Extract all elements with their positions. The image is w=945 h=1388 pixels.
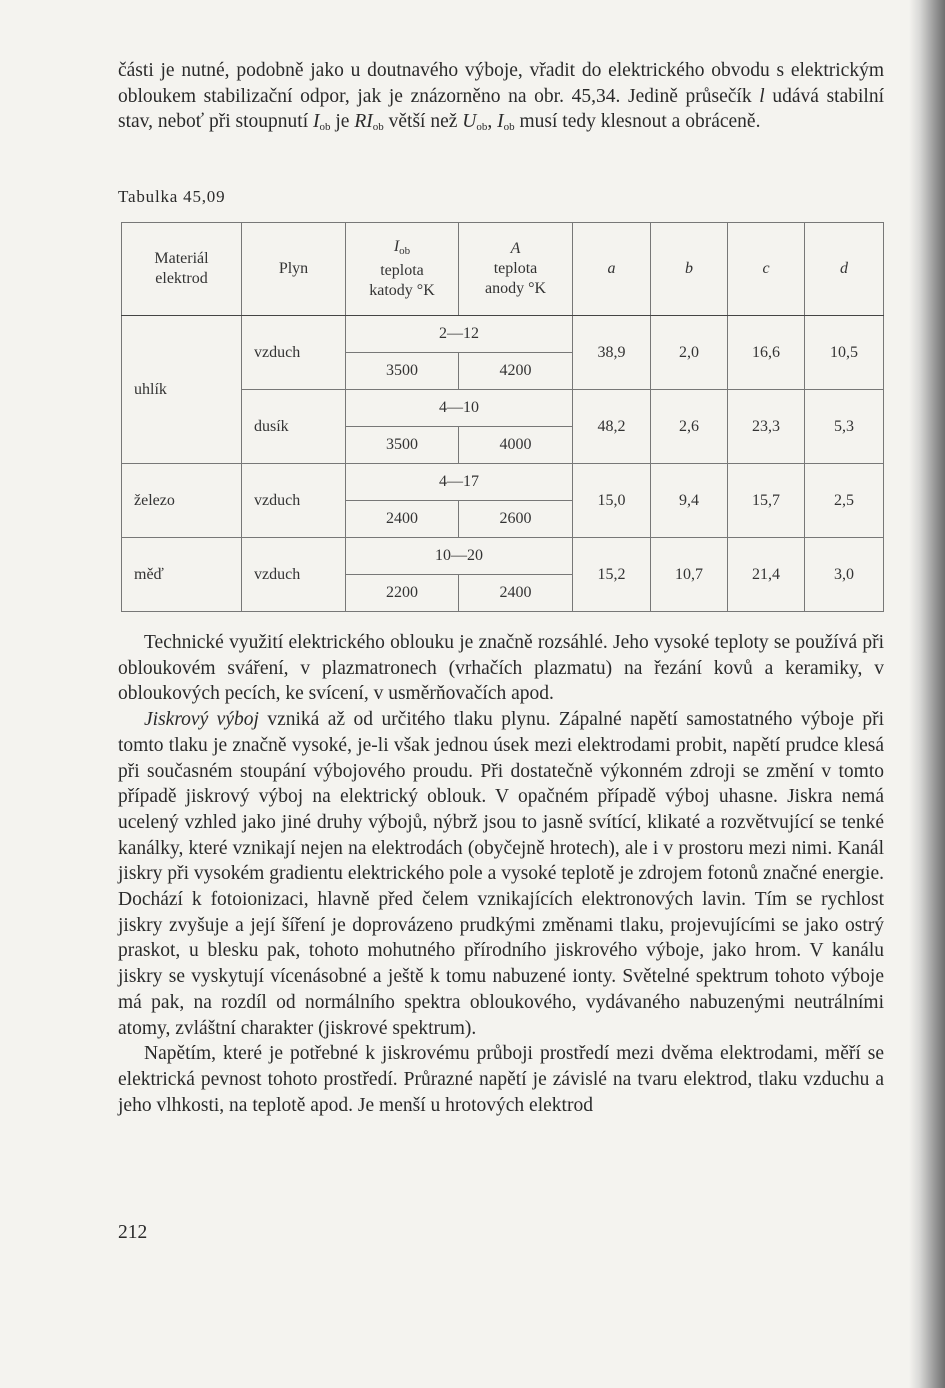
body-text bbox=[118, 630, 884, 1118]
header-d: d bbox=[805, 223, 884, 316]
cell-gas: vzduch bbox=[242, 316, 346, 390]
header-anode-line2: anody °K bbox=[484, 280, 547, 297]
cell-gas: vzduch bbox=[242, 538, 346, 612]
cell-anode-temp: 2600 bbox=[459, 501, 573, 538]
subscript: ob bbox=[372, 121, 384, 133]
symbol-RI: RI bbox=[354, 111, 373, 132]
cell-a: 15,0 bbox=[573, 464, 651, 538]
intro-text: , bbox=[487, 111, 498, 132]
symbol-I: I bbox=[313, 111, 320, 132]
paragraph-dielectric-strength: Napětím, které je potřebné k jiskrovému průboji prostředí mezi dvěma elektrodami, měří se elektrická pevnost tohoto prostředí. Průrazné napětí je závislé na tvaru elektrod, tlaku vzduchu a jeho vlhkosti, na teplotě apod. Je menší u hrotových elektrod bbox=[118, 1043, 884, 1116]
cell-b: 9,4 bbox=[651, 464, 728, 538]
cell-current: 10—20 bbox=[346, 538, 573, 575]
term-spark-discharge: Jiskrový výboj bbox=[144, 709, 259, 731]
header-cathode bbox=[346, 223, 459, 316]
cell-cathode-temp: 3500 bbox=[346, 427, 459, 464]
cell-a: 38,9 bbox=[573, 316, 651, 390]
cell-c: 16,6 bbox=[728, 316, 805, 390]
cell-c: 23,3 bbox=[728, 390, 805, 464]
cell-cathode-temp: 3500 bbox=[346, 353, 459, 390]
intro-text: udává stabilní stav, neboť při stoupnutí bbox=[118, 85, 884, 132]
header-cathode-line1: teplota bbox=[380, 262, 424, 279]
cell-material: uhlík bbox=[122, 316, 242, 464]
subscript: ob bbox=[503, 121, 515, 133]
header-material bbox=[122, 223, 242, 316]
cell-current: 2—12 bbox=[346, 316, 573, 353]
table-row bbox=[122, 538, 884, 575]
header-a: a bbox=[573, 223, 651, 316]
header-b: b bbox=[651, 223, 728, 316]
cell-gas: dusík bbox=[242, 390, 346, 464]
cell-d: 2,5 bbox=[805, 464, 884, 538]
cell-a: 15,2 bbox=[573, 538, 651, 612]
symbol-I: I bbox=[497, 111, 504, 132]
symbol-l: l bbox=[759, 85, 765, 107]
cell-anode-temp: 4200 bbox=[459, 353, 573, 390]
cell-d: 10,5 bbox=[805, 316, 884, 390]
cell-anode-temp: 4000 bbox=[459, 427, 573, 464]
page-gutter-shadow bbox=[909, 0, 945, 1388]
cell-material: železo bbox=[122, 464, 242, 538]
cell-d: 5,3 bbox=[805, 390, 884, 464]
paragraph-spark-discharge bbox=[118, 707, 884, 1041]
table-caption: Tabulka 45,09 bbox=[118, 187, 226, 206]
cell-current: 4—10 bbox=[346, 390, 573, 427]
cell-d: 3,0 bbox=[805, 538, 884, 612]
header-gas: Plyn bbox=[242, 223, 346, 316]
intro-paragraph bbox=[118, 58, 884, 141]
cell-b: 10,7 bbox=[651, 538, 728, 612]
table-header-row bbox=[122, 223, 884, 316]
header-c: c bbox=[728, 223, 805, 316]
header-anode-symbol: A bbox=[510, 240, 521, 257]
paragraph-text: vzniká až od určitého tlaku plynu. Zápalné napětí samostatného výboje při tomto tlaku je značně vysoké, je-li však jednou úsek mezi elektrodami probit, napětí prudce klesá při současném stoupání výbojového proudu. Při dostatečně výkonném zdroji se změní v tomto případě jiskrový výboj na elektrický oblouk. V opačném případě výboj uhasne. Jiskra nemá ucelený vzhled jako jiné druhy výbojů, nýbrž jsou to jasně svítící, klikaté a rozvětvující se tenké kanálky, které vznikají nejen na elektrodách (obyčejně hrotech), ale i v prostoru mezi nimi. Kanál jiskry při vysokém gradientu elektrického pole a vysoké teplotě je zdrojem fotonů značné energie. Dochází k fotoionizaci, hlavně před čelem vznikajících elektronových lavin. Tím se rychlost jiskry zvyšuje a její šíření je doprovázeno prudkými změnami tlaku, projevujícími se jako ostrý praskot, u blesku pak, tohoto mohutného přírodního jiskrového výboje, jako hrom. V kanálu jiskry se vyskytují vícenásobné a ještě k tomu nabuzené ionty. Světelné spektrum tohoto výboje má pak, na rozdíl od normálního spektra obloukového, vydávaného nabuzenými neutrálními atomy, zvláštní charakter (jiskrové spektrum). bbox=[118, 709, 884, 1039]
intro-text: části je nutné, podobně jako u doutnavého výboje, vřadit do elektrického obvodu s elektrickým obloukem stabilizační odpor, jak je znázorněno na obr. 45,34. Jedině průsečík bbox=[118, 60, 884, 107]
intro-text: je bbox=[330, 111, 355, 132]
cell-anode-temp: 2400 bbox=[459, 575, 573, 612]
cell-c: 15,7 bbox=[728, 464, 805, 538]
header-current-sub: ob bbox=[399, 245, 411, 257]
cell-current: 4—17 bbox=[346, 464, 573, 501]
subscript: ob bbox=[319, 121, 331, 133]
cell-c: 21,4 bbox=[728, 538, 805, 612]
paragraph-arc-uses: Technické využití elektrického oblouku je značně rozsáhlé. Jeho vysoké teploty se používá při obloukovém sváření, v plazmatronech (vrhačích plazmatu) na řezání kovů a keramiky, v obloukových pecích, ke svícení, v usměrňovačích apod. bbox=[118, 632, 884, 705]
header-anode bbox=[459, 223, 573, 316]
data-table bbox=[121, 222, 884, 612]
header-material-line2: elektrod bbox=[155, 270, 208, 287]
cell-b: 2,6 bbox=[651, 390, 728, 464]
table-row bbox=[122, 464, 884, 501]
header-cathode-line2: katody °K bbox=[369, 282, 435, 299]
cell-cathode-temp: 2400 bbox=[346, 501, 459, 538]
cell-b: 2,0 bbox=[651, 316, 728, 390]
cell-material: měď bbox=[122, 538, 242, 612]
intro-text: větší než bbox=[383, 111, 463, 132]
cell-a: 48,2 bbox=[573, 390, 651, 464]
header-current-symbol: I bbox=[393, 238, 400, 255]
symbol-U: U bbox=[462, 111, 477, 132]
subscript: ob bbox=[476, 121, 488, 133]
cell-gas: vzduch bbox=[242, 464, 346, 538]
page-number: 212 bbox=[118, 1222, 148, 1243]
cell-cathode-temp: 2200 bbox=[346, 575, 459, 612]
header-material-line1: Materiál bbox=[154, 250, 209, 267]
header-anode-line1: teplota bbox=[493, 260, 538, 277]
intro-text: musí tedy klesnout a obráceně. bbox=[514, 111, 761, 132]
table-row bbox=[122, 316, 884, 353]
